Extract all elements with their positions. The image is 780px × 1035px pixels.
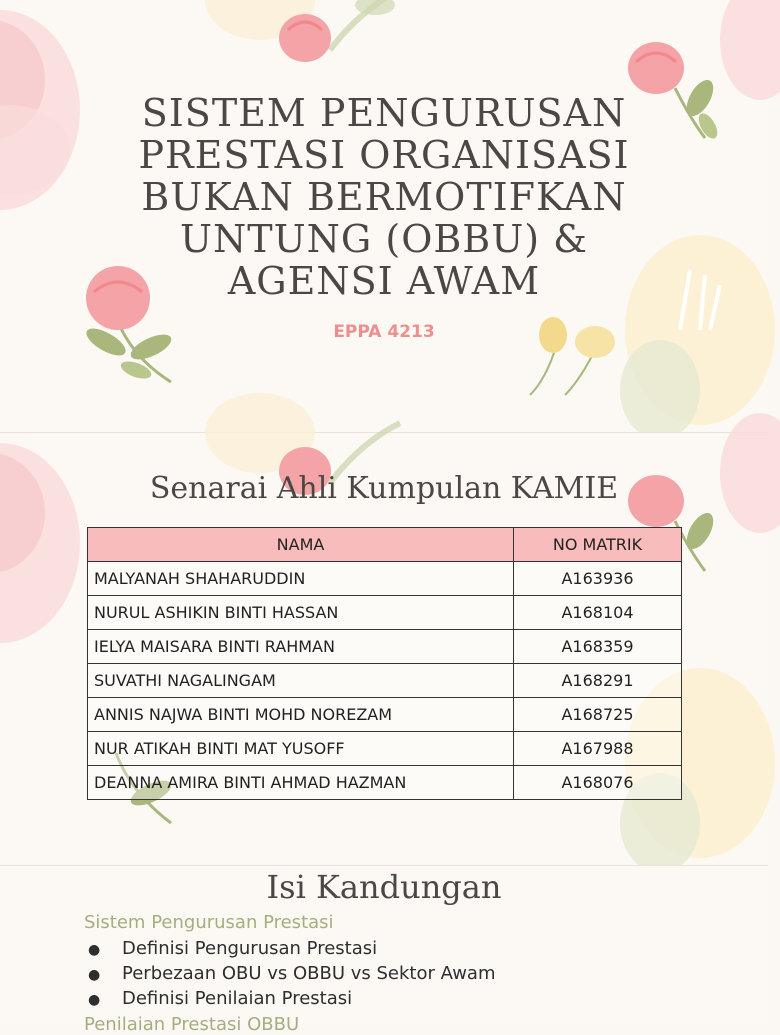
toc-item-label: Definisi Pengurusan Prestasi bbox=[122, 938, 378, 959]
table-row bbox=[88, 596, 682, 630]
toc-item-label: Definisi Penilaian Prestasi bbox=[122, 988, 353, 1009]
members-table bbox=[87, 527, 682, 800]
member-matric: A168359 bbox=[514, 630, 682, 664]
member-matric: A168291 bbox=[514, 664, 682, 698]
table-header-row bbox=[88, 528, 682, 562]
rose-top-center-illustration bbox=[270, 8, 340, 68]
title-slide bbox=[0, 0, 768, 432]
table-row bbox=[88, 664, 682, 698]
toc-section-heading: Penilaian Prestasi OBBU bbox=[84, 1014, 300, 1035]
list-item bbox=[88, 936, 496, 961]
member-name: IELYA MAISARA BINTI RAHMAN bbox=[88, 630, 514, 664]
table-row bbox=[88, 698, 682, 732]
table-row bbox=[88, 766, 682, 800]
table-row bbox=[88, 562, 682, 596]
member-name: NURUL ASHIKIN BINTI HASSAN bbox=[88, 596, 514, 630]
bullet-icon: ● bbox=[88, 992, 101, 1008]
member-name: MALYANAH SHAHARUDDIN bbox=[88, 562, 514, 596]
course-code: EPPA 4213 bbox=[333, 322, 435, 342]
member-matric: A167988 bbox=[514, 732, 682, 766]
toc-section-heading: Sistem Pengurusan Prestasi bbox=[84, 912, 334, 933]
member-matric: A168104 bbox=[514, 596, 682, 630]
column-header-matric: NO MATRIK bbox=[514, 528, 682, 562]
member-name: DEANNA AMIRA BINTI AHMAD HAZMAN bbox=[88, 766, 514, 800]
list-item bbox=[88, 986, 496, 1011]
table-row bbox=[88, 630, 682, 664]
bullet-icon: ● bbox=[88, 942, 101, 958]
members-slide bbox=[0, 433, 768, 865]
toc-slide bbox=[0, 866, 768, 1035]
list-item bbox=[88, 961, 496, 986]
column-header-name: NAMA bbox=[88, 528, 514, 562]
member-matric: A168725 bbox=[514, 698, 682, 732]
member-name: ANNIS NAJWA BINTI MOHD NOREZAM bbox=[88, 698, 514, 732]
member-matric: A168076 bbox=[514, 766, 682, 800]
pink-peony-left-illustration bbox=[0, 433, 100, 673]
toc-title: Isi Kandungan bbox=[266, 868, 502, 906]
toc-list bbox=[88, 936, 496, 1011]
bullet-icon: ● bbox=[88, 967, 101, 983]
member-matric: A163936 bbox=[514, 562, 682, 596]
toc-item-label: Perbezaan OBU vs OBBU vs Sektor Awam bbox=[122, 963, 496, 984]
member-name: NUR ATIKAH BINTI MAT YUSOFF bbox=[88, 732, 514, 766]
member-name: SUVATHI NAGALINGAM bbox=[88, 664, 514, 698]
presentation-title: SISTEM PENGURUSAN PRESTASI ORGANISASI BUKAN BERMOTIFKAN UNTUNG (OBBU) & AGENSI AWAM bbox=[138, 91, 630, 303]
members-title: Senarai Ahli Kumpulan KAMIE bbox=[149, 471, 619, 506]
table-row bbox=[88, 732, 682, 766]
